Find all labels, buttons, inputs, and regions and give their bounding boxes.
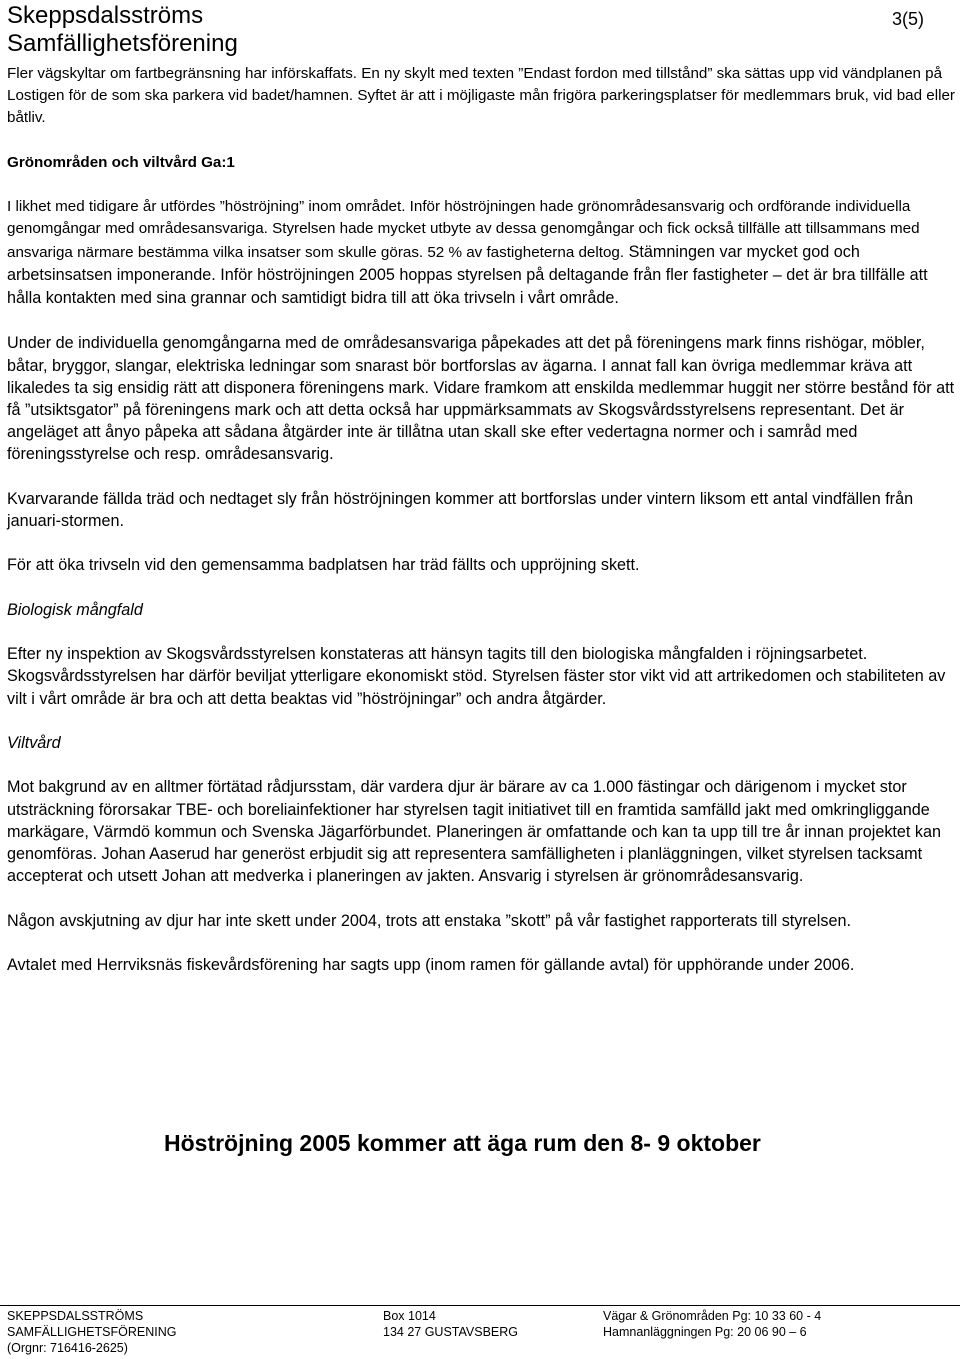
biologisk-paragraph: Efter ny inspektion av Skogsvårdsstyrelsen konstateras att hänsyn tagits till den biologiska mångfalden i röjningsarbetet. Skogsvårdsstyrelsen har därför beviljat ytterligare ekonomiskt stöd. Styrelsen fäster stor vikt vid att artrikedomen och stabiliteten av vilt i vårt område är bra och att detta beaktas vid ”höströjningar” och andra åtgärder. xyxy=(7,645,946,708)
footer-divider xyxy=(0,1305,960,1306)
section-paragraph-2: Under de individuella genomgångarna med de områdesansvariga påpekades att det på föreningens mark finns rishögar, möbler, båtar, bryggor, slangar, elektriska ledningar som snarast bör bortforslas av ägarna. I annat fall kan övriga medlemmar kräva att likaledes ta sig ensidig rätt att disponera föreningens mark. Vidare framkom att enskilda medlemmar huggit ner större bestånd för att få ”utsiktsgator” på föreningens mark och att detta också har uppmärksammats av Skogsvårdsstyrelsens representant. Det är angeläget att ånyo påpeka att sådana åtgärder inte är tillåtna utan skall ske efter vedertagna normer och i samråd med föreningsstyrelse och resp. områdesansvarig. xyxy=(7,334,955,464)
footer-address xyxy=(383,1308,518,1340)
section-heading: Grönområden och viltvård Ga:1 xyxy=(7,153,235,171)
viltvard-paragraph-2: Någon avskjutning av djur har inte skett under 2004, trots att enstaka ”skott” på vår fastighet rapporterats till styrelsen. xyxy=(7,911,851,930)
footer-org-type: SAMFÄLLIGHETSFÖRENING xyxy=(7,1325,177,1339)
footer-org-number: (Orgnr: 716416-2625) xyxy=(7,1341,128,1355)
org-name-line1: Skeppsdalsströms xyxy=(7,2,204,29)
footer-box: Box 1014 xyxy=(383,1309,436,1323)
page-header xyxy=(7,2,947,62)
spacer xyxy=(7,466,955,488)
footer-account-roads: Vägar & Grönområden Pg: 10 33 60 - 4 xyxy=(603,1309,822,1323)
page-content xyxy=(7,63,955,976)
announcement-title: Höströjning 2005 kommer att äga rum den 8- 9 oktober xyxy=(164,1130,761,1156)
footer-org xyxy=(7,1308,176,1356)
viltvard-paragraph-3: Avtalet med Herrviksnäs fiskevårdsförening har sagts upp (inom ramen för gällande avtal) för upphörande under 2006. xyxy=(7,955,855,974)
biologisk-heading: Biologisk mångfald xyxy=(7,600,143,619)
org-name-line2: Samfällighetsförening xyxy=(7,30,238,57)
section-paragraph-3: Kvarvarande fällda träd och nedtaget sly från höströjningen kommer att bortforslas under vintern liksom ett antal vindfällen från januari-stormen. xyxy=(7,489,914,530)
spacer xyxy=(7,532,955,554)
spacer xyxy=(7,754,955,776)
viltvard-paragraph-1: Mot bakgrund av en alltmer förtätad rådjursstam, där vardera djur är bärare av ca 1.000 fästingar och därigenom i mycket stor utsträckning förorsakar TBE- och boreliainfektioner har styrelsen tagit initiativet till en framtida samfälld jakt med omkringliggande markägare, Värmdö kommun och Svenska Jägarförbundet. Planeringen är omfattande och kan ta upp till tre år innan projektet kan genomföras. Johan Aaserud har generöst erbjudit sig att representera samfälligheten i planläggningen, vilket styrelsen tacksamt accepterat och utsett Johan att medverka i planeringen av jakten. Ansvarig i styrelsen är grönområdesansvarig. xyxy=(7,778,942,886)
footer-org-name: SKEPPSDALSSTRÖMS xyxy=(7,1309,144,1323)
spacer xyxy=(7,621,955,643)
footer-postal: 134 27 GUSTAVSBERG xyxy=(383,1325,519,1339)
spacer xyxy=(7,310,955,332)
page-number: 3(5) xyxy=(891,9,924,29)
viltvard-heading: Viltvård xyxy=(7,733,61,752)
spacer xyxy=(7,130,955,152)
spacer xyxy=(7,577,955,599)
spacer xyxy=(7,710,955,732)
section-paragraph-1 xyxy=(7,196,955,310)
spacer xyxy=(7,174,955,196)
footer-account-harbour: Hamnanläggningen Pg: 20 06 90 – 6 xyxy=(603,1325,807,1339)
section-paragraph-1-lead: I likhet med tidigare år utfördes ”höströjning” inom området. Inför höströjningen hade grönområdesansvarig och ordförande individuella genomgångar med områdesansvariga. Styrelsen hade mycket utbyte av dessa genomgångar och fick också tillfälle att tillsammans med ansvariga närmare bestämma vilka insatser som skulle göras. 52 % av fastigheterna deltog. xyxy=(7,198,920,261)
section-paragraph-1-rest: Stämningen var mycket god och arbetsinsatsen imponerande. Inför höströjningen 2005 hoppas styrelsen på deltagande från fler fastigheter – det är bra tillfälle att hålla kontakten med sina grannar och samtidigt bidra till att öka trivseln i vårt område. xyxy=(7,242,928,307)
intro-paragraph: Fler vägskyltar om fartbegränsning har införskaffats. En ny skylt med texten ”Endast fordon med tillstånd” ska sättas upp vid vändplanen på Lostigen för de som ska parkera vid badet/hamnen. Syftet är att i möjligaste mån frigöra parkeringsplatser för medlemmars bruk, vid bad eller båtliv. xyxy=(7,65,955,127)
footer-accounts xyxy=(603,1308,821,1340)
spacer xyxy=(7,887,955,909)
section-paragraph-4: För att öka trivseln vid den gemensamma badplatsen har träd fällts och uppröjning skett. xyxy=(7,556,640,575)
spacer xyxy=(7,932,955,954)
